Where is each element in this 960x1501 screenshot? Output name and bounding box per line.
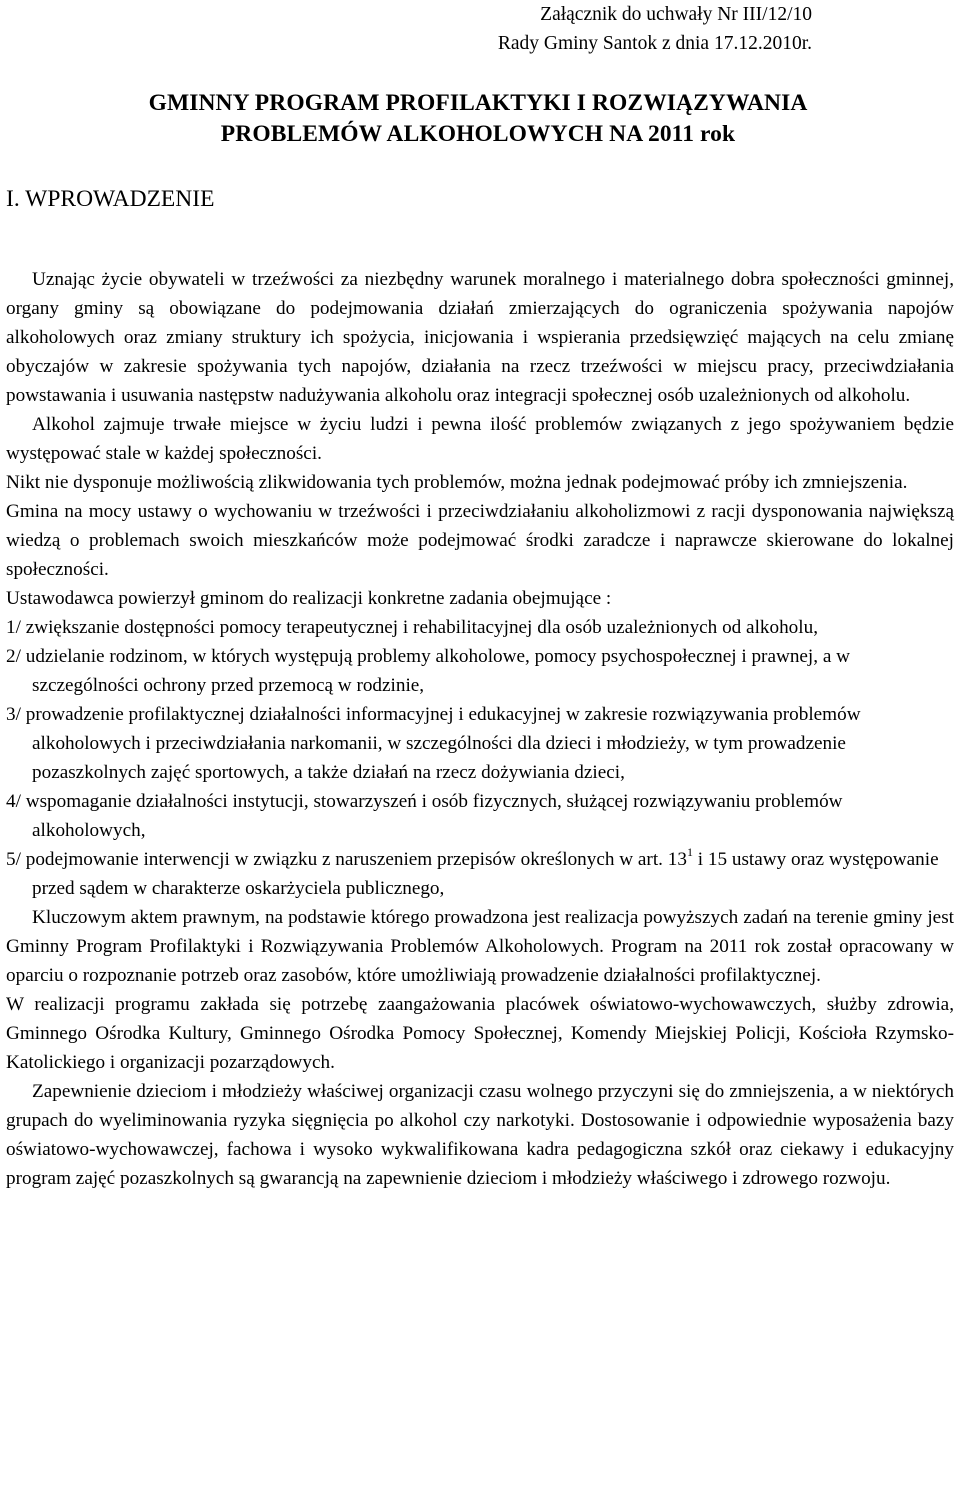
- paragraph-gmina: Gmina na mocy ustawy o wychowaniu w trzeźwości i przeciwdziałaniu alkoholizmowi z racji dysponowania największą wiedzą o problemach swoich mieszkańców może podejmować środki zaradcze i naprawcze skierowane do lokalnej społeczności.: [6, 501, 954, 580]
- list-item: 3/ prowadzenie profilaktycznej działalności informacyjnej i edukacyjnej w zakresie rozwiązywania problemów alkoholowych i przeciwdziałania narkomanii, w szczególności dla dzieci i młodzieży, w tym prowadzenie pozaszkolnych zajęć sportowych, a także działań na rzecz dożywiania dzieci,: [6, 704, 861, 783]
- list-item: 2/ udzielanie rodzinom, w których występują problemy alkoholowe, pomocy psychospołecznej i prawnej, a w szczególności ochrony przed przemocą w rodzinie,: [6, 646, 851, 696]
- paragraph-realization: W realizacji programu zakłada się potrzebę zaangażowania placówek oświatowo-wychowawczych, służby zdrowia, Gminnego Ośrodka Kultury, Gminnego Ośrodka Pomocy Społecznej, Komendy Miejskiej Policji, Kościoła Rzymsko-Katolickiego i organizacji pozarządowych.: [6, 994, 954, 1073]
- attachment-note-line-1: Załącznik do uchwały Nr III/12/10: [540, 4, 812, 25]
- document-title: [6, 88, 954, 150]
- list-item: [6, 845, 954, 903]
- paragraph-no-one: Nikt nie dysponuje możliwością zlikwidowania tych problemów, można jednak podejmować próby ich zmniejszenia.: [6, 472, 908, 493]
- document-title-line-2: PROBLEMÓW ALKOHOLOWYCH NA 2011 rok: [220, 121, 736, 147]
- paragraph-youth: Zapewnienie dzieciom i młodzieży właściwej organizacji czasu wolnego przyczyni się do zmniejszenia, a w niektórych grupach do wyeliminowania ryzyka sięgnięcia po alkohol czy narkotyki. Dostosowanie i odpowiednie wyposażenia bazy oświatowo-wychowawczej, fachowa i wysoko wykwalifikowana kadra pedagogiczna szkół oraz ciekawy i edukacyjny program zajęć pozaszkolnych są gwarancją na zapewnienie dzieciom i młodzieży właściwego i zdrowego rozwoju.: [6, 1081, 954, 1189]
- list-item-5-start: 5/ podejmowanie interwencji w związku z naruszeniem przepisów określonych w art. 13: [6, 849, 687, 870]
- paragraph-alcohol: Alkohol zajmuje trwałe miejsce w życiu ludzi i pewna ilość problemów związanych z jego spożywaniem będzie występować stale w każdej społeczności.: [6, 414, 954, 464]
- document-title-line-1: GMINNY PROGRAM PROFILAKTYKI I ROZWIĄZYWANIA: [148, 90, 808, 116]
- paragraph-key-act: Kluczowym aktem prawnym, na podstawie którego prowadzona jest realizacja powyższych zadań na terenie gminy jest Gminny Program Profilaktyki i Rozwiązywania Problemów Alkoholowych. Program na 2011 rok został opracowany w oparciu o rozpoznanie potrzeb oraz zasobów, które umożliwiają prowadzenie działalności profilaktycznej.: [6, 907, 954, 986]
- list-item-5-end: i 15 ustawy oraz występowanie przed sądem w charakterze oskarżyciela publicznego,: [32, 849, 939, 899]
- paragraph-intro: Uznając życie obywateli w trzeźwości za niezbędny warunek moralnego i materialnego dobra społeczności gminnej, organy gminy są obowiązane do podejmowania działań zmierzających do ograniczenia spożywania napojów alkoholowych oraz zmiany struktury ich spożycia, inicjowania i wspierania przedsięwzięć mających na celu zmianę obyczajów w zakresie spożywania tych napojów, działania na rzecz trzeźwości w miejscu pracy, przeciwdziałania powstawania i usuwania następstw nadużywania alkoholu oraz integracji społecznej osób uzależnionych od alkoholu.: [6, 269, 954, 406]
- superscript: 1: [686, 844, 693, 859]
- attachment-note-line-2: Rady Gminy Santok z dnia 17.12.2010r.: [497, 33, 812, 54]
- attachment-note: [6, 0, 954, 58]
- task-list: [6, 613, 954, 903]
- section-heading: I. WPROWADZENIE: [6, 186, 215, 212]
- list-item: 4/ wspomaganie działalności instytucji, stowarzyszeń i osób fizycznych, służącej rozwiązywaniu problemów alkoholowych,: [6, 791, 843, 841]
- list-item: 1/ zwiększanie dostępności pomocy terapeutycznej i rehabilitacyjnej dla osób uzależnionych od alkoholu,: [6, 617, 819, 638]
- paragraph-legislator: Ustawodawca powierzył gminom do realizacji konkretne zadania obejmujące :: [6, 588, 612, 609]
